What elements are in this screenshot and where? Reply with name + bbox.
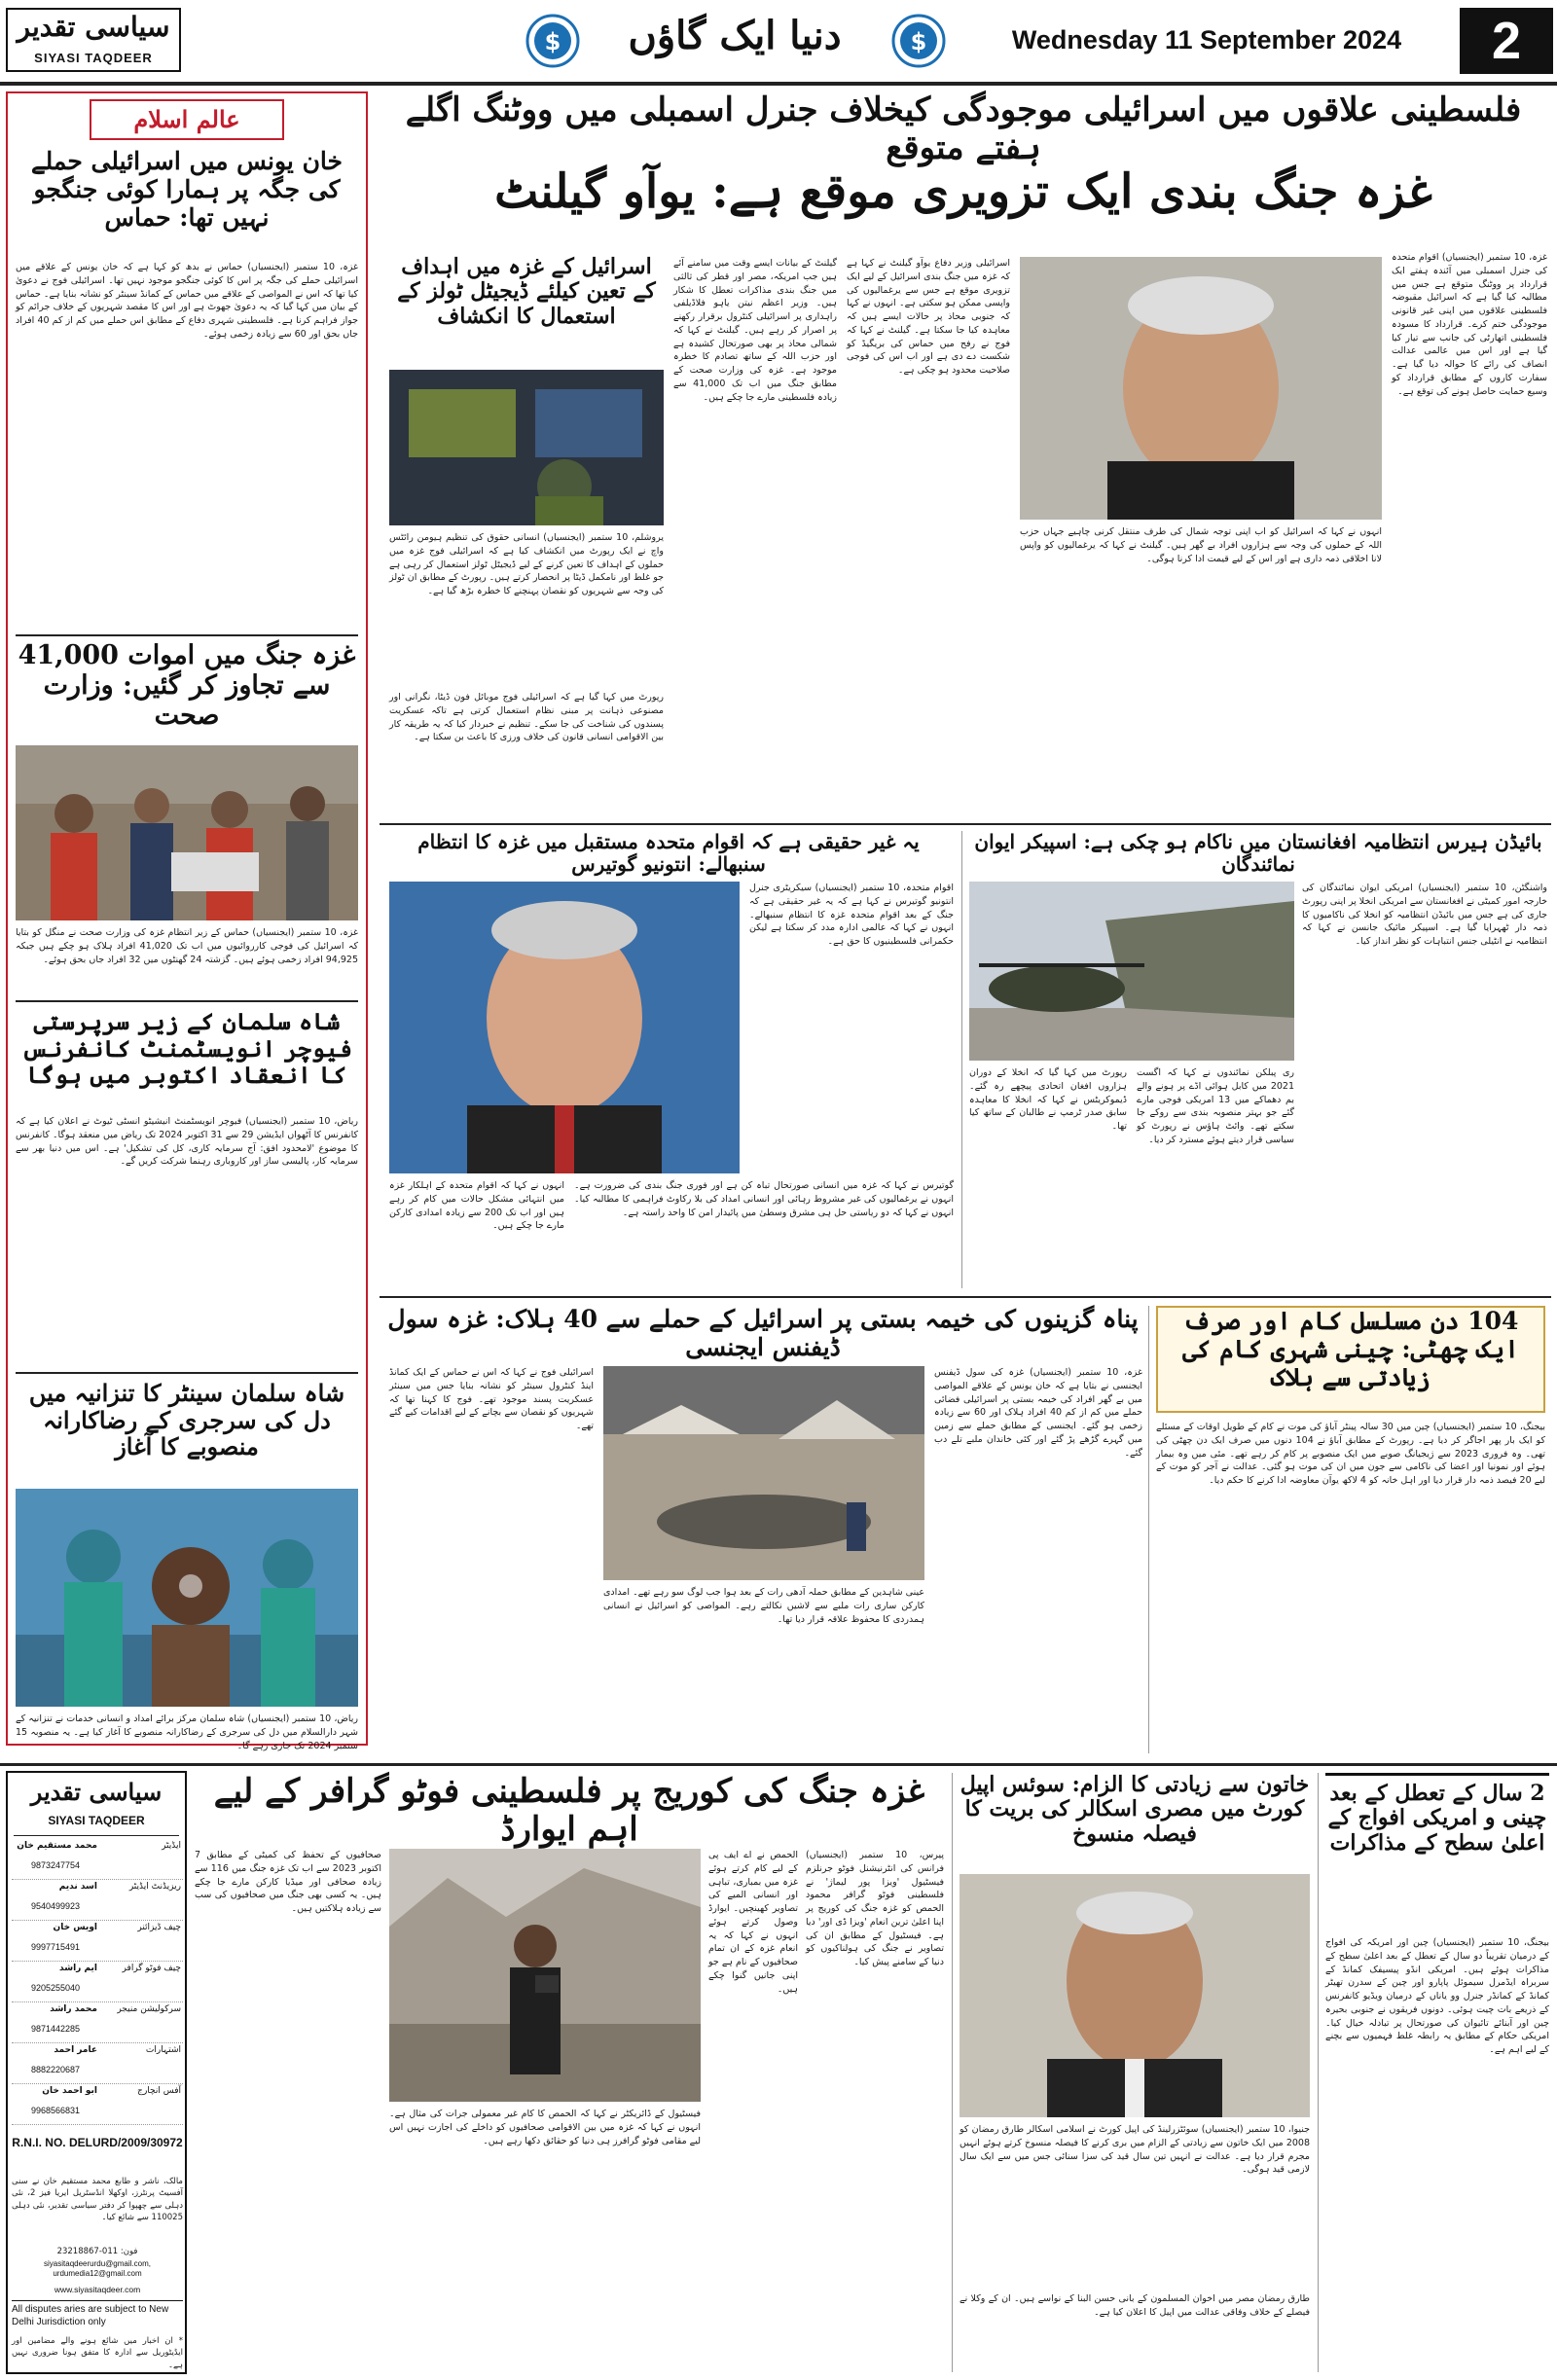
staff-role: آفس انچارج — [137, 2086, 181, 2096]
row3-left-headline: پناہ گزینوں کی خیمہ بستی پر اسرائیل کے حملے سے 40 ہلاک: غزہ سول ڈیفنس ایجنسی — [387, 1305, 1139, 1361]
bottom-right-a-body: طارق رمضان مصر میں اخوان المسلمون کے بانی حسن البنا کے نواسے ہیں۔ ان کے وکلا نے فیصلے کے خلاف وفاقی عدالت میں اپیل کا اعلان کیا ہے۔ — [960, 2293, 1310, 2318]
story-body: ریاض، 10 ستمبر (ایجنسیاں) فیوچر انویسٹمنٹ انیشیٹو انسٹی ٹیوٹ نے اعلان کیا ہے کہ کانفرنس کا آٹھواں ایڈیشن 29 سے 31 اکتوبر 2024 تک ریاض میں منعقد ہوگا۔ کانفرنس کا موضوع 'لامحدود افق: آج سرمایہ کاری، کل کی تشکیل' ہے۔ اس میں دنیا بھر سے سرمایہ کار، پالیسی ساز اور کاروباری رہنما شرکت کریں گے۔ — [16, 1116, 358, 1168]
staff-name: ایم راشد — [59, 1964, 97, 1973]
photo-tent-camp — [603, 1366, 924, 1580]
story-headline: شاہ سلمان کے زیر سرپرستی فیوچر انویسٹمنٹ کانفرنس کا انعقاد اکتوبر میں ہوگا — [20, 1007, 353, 1090]
staff-phone: 9873247754 — [30, 1860, 81, 1870]
story-body: غزہ، 10 ستمبر (ایجنسیاں) حماس نے بدھ کو کہا ہے کہ خان یونس کے علاقے میں اسرائیلی حملے کی جگہ پر اس کا کوئی جنگجو موجود نہیں تھا۔ اسرائیلی فوج نے دعویٰ کیا تھا کہ اس نے المواصی کے علاقے میں حماس کے کمانڈ سینٹر کو نشانہ بنایا ہے۔ حماس کے بیان میں کہا گیا کہ یہ دعویٰ جھوٹ ہے اور اس کا مقصد شہریوں کے خلاف جرائم کو جواز فراہم کرنا ہے۔ فلسطینی شہری دفاع کے مطابق اس حملے میں کم از کم 40 افراد جاں بحق اور 60 سے زیادہ زخمی ہوئے۔ — [16, 262, 358, 340]
column-divider — [961, 831, 962, 1288]
story-divider — [16, 634, 358, 636]
publisher-note: مالک، ناشر و طابع محمد مستقیم خان نے سنی آفسیٹ پرنٹرز، اوکھلا انڈسٹریل ایریا فیز 2، نئی دہلی سے چھپوا کر دفتر سیاسی تقدیر، نئی دہلی 110025 سے شائع کیا۔ — [12, 2177, 184, 2222]
staff-entry — [12, 1921, 183, 1962]
lead-sub-body: یروشلم، 10 ستمبر (ایجنسیاں) انسانی حقوق کی تنظیم ہیومن رائٹس واچ نے ایک رپورٹ میں انکشاف کیا ہے کہ اسرائیلی فوج غزہ میں حملوں کے اہداف کا تعین کرنے کے لیے ڈیجیٹل ٹولز استعمال کر رہی ہے جو غلط اور نامکمل ڈیٹا پر انحصار کرتے ہیں۔ رپورٹ کے مطابق ان ٹولز کی وجہ سے شہریوں کو نقصان پہنچنے کا خطرہ بڑھ گیا ہے۔ — [389, 532, 664, 597]
staff-name: عامر احمد — [54, 2045, 97, 2055]
story-headline: غزہ جنگ میں اموات 41,000 سے تجاوز کر گئیں: وزارت صحت — [18, 640, 356, 732]
bottom-center-body: صحافیوں کے تحفظ کی کمیٹی کے مطابق 7 اکتوبر 2023 سے اب تک غزہ جنگ میں 116 سے زیادہ صحافی اور میڈیا کارکن مارے جا چکے ہیں۔ یہ کسی بھی جنگ میں صحافیوں کی سب سے زیادہ ہلاکتیں ہیں۔ — [195, 1850, 381, 1915]
mid-right-body: واشنگٹن، 10 ستمبر (ایجنسیاں) امریکی ایوان نمائندگان کی خارجہ امور کمیٹی نے افغانستان سے امریکی انخلا پر اپنی رپورٹ جاری کی ہے جس میں بائیڈن انتظامیہ کو انخلا کی ناکامیوں کا ذمہ دار ٹھہرایا گیا ہے۔ اسپیکر مائیک جانسن نے کہا کہ انتظامیہ نے انٹیلی جنس انتباہات کو نظر انداز کیا۔ — [1302, 883, 1548, 948]
staff-role: ریزیڈنٹ ایڈیٹر — [128, 1882, 181, 1892]
rni-number: R.N.I. NO. DELURD/2009/30972 — [12, 2136, 183, 2149]
story-divider — [16, 1000, 358, 1002]
mid-right-body: ری پبلکن نمائندوں نے کہا کہ اگست 2021 میں کابل ہوائی اڈے پر ہونے والے بم دھماکے میں 13 امریکی فوجی مارے گئے جو بہتر منصوبہ بندی سے روکے جا سکتے تھے۔ وائٹ ہاؤس نے رپورٹ کو سیاسی قرار دیتے ہوئے مسترد کر دیا۔ — [1137, 1067, 1294, 1145]
masthead-box — [6, 1771, 187, 2374]
column-divider — [952, 1773, 953, 2372]
section-divider — [380, 823, 1551, 825]
staff-role: ایڈیٹر — [162, 1841, 181, 1851]
staff-entry — [12, 2002, 183, 2043]
svg-text:$: $ — [910, 28, 927, 55]
staff-entry — [12, 2084, 183, 2125]
photo-caption: غزہ، 10 ستمبر (ایجنسیاں) حماس کے زیر انتظام غزہ کی وزارت صحت نے منگل کو بتایا کہ اسرائیل کی فوجی کارروائیوں میں اب تک 41,020 افراد ہلاک ہو چکے ہیں جبکہ 94,925 افراد زخمی ہوئے ہیں۔ گزشتہ 24 گھنٹوں میں 32 افراد جاں بحق ہوئے۔ — [16, 927, 358, 965]
staff-phone: 9871442285 — [30, 2024, 81, 2034]
row3-right-headline: 104 دن مسلسل کام اور صرف ایک چھٹی: چینی شہری کام کی زیادتی سے ہلاک — [1156, 1306, 1545, 1413]
staff-entry — [12, 2043, 183, 2084]
page-number: 2 — [1460, 8, 1553, 74]
section-label: عالم اسلام — [90, 99, 284, 140]
photo-helicopter — [969, 882, 1294, 1061]
masthead-logo-urdu: سیاسی تقدیر — [30, 1778, 163, 1806]
photo-tariq-ramadan — [960, 1874, 1310, 2117]
staff-phone: 9997715491 — [30, 1942, 81, 1952]
svg-text:$: $ — [544, 28, 561, 55]
section-divider — [380, 1296, 1551, 1298]
staff-entry — [12, 1962, 183, 2002]
bottom-right-a-body: جنیوا، 10 ستمبر (ایجنسیاں) سوئٹزرلینڈ کی اپیل کورٹ نے اسلامی اسکالر طارق رمضان کو 2008 میں ایک خاتون سے زیادتی کے الزام میں بری کرنے کا فیصلہ منسوخ کرتے ہوئے انہیں مجرم قرار دیا ہے۔ عدالت نے انہیں تین سال قید کی سزا سنائی جس میں سے ایک سال لازمی قید ہوگی۔ — [960, 2124, 1310, 2176]
staff-name: محمد راشد — [50, 2004, 97, 2014]
photo-palestinian-photographer — [389, 1849, 701, 2102]
brand-logo — [6, 8, 181, 72]
staff-name: اسد ندیم — [58, 1882, 97, 1892]
story-headline: شاہ سلمان سینٹر کا تنزانیہ میں دل کی سرجری کے رضاکارانہ منصوبے کا آغاز — [28, 1379, 345, 1461]
masthead-logo-english: SIYASI TAQDEER — [48, 1814, 145, 1827]
row3-left-body: اسرائیلی فوج نے کہا کہ اس نے حماس کے ایک کمانڈ اینڈ کنٹرول سینٹر کو نشانہ بنایا جس میں سینئر عسکریت پسند موجود تھے۔ فوج کا کہنا تھا کہ شہریوں کو نقصان سے بچانے کے لیے اقدامات کیے گئے تھے۔ — [389, 1367, 594, 1432]
bottom-right-b-body: بیجنگ، 10 ستمبر (ایجنسیاں) چین اور امریکہ کی افواج کے درمیان تقریباً دو سال کے تعطل کے بعد اعلیٰ سطح کے مذاکرات ہوئے ہیں۔ امریکی انڈو پیسیفک کمانڈ کے سربراہ ایڈمرل سیموئل پاپارو اور چین کے سدرن تھیٹر کمانڈ کے کمانڈر جنرل وو یاناں کے درمیان ویڈیو کانفرنس کے ذریعے بات چیت ہوئی۔ دونوں فریقوں نے جنوبی بحیرہ چین اور آبنائے تائیوان کی صورتحال پر تبادلہ خیال کیا۔ امریکی حکام کے مطابق یہ رابطہ غلط فہمیوں سے بچنے کے لیے اہم ہے۔ — [1325, 1937, 1549, 2056]
staff-entry — [12, 1880, 183, 1921]
lead-sub-body: رپورٹ میں کہا گیا ہے کہ اسرائیلی فوج موبائل فون ڈیٹا، نگرانی اور مصنوعی ذہانت پر مبنی نظام استعمال کرتی ہے تاکہ عسکریت پسندوں کی شناخت کی جا سکے۔ تنظیم نے خبردار کیا کہ یہ طریقہ کار بین الاقوامی انسانی قانون کی خلاف ورزی کا باعث بن سکتا ہے۔ — [389, 692, 664, 743]
photo-heart-surgery — [16, 1489, 358, 1707]
bottom-center-headline: غزہ جنگ کی کوریج پر فلسطینی فوٹو گرافر کے لیے اہم ایوارڈ — [213, 1772, 925, 1850]
jurisdiction-note: All disputes aries are subject to New Delhi Jurisdiction only — [12, 2300, 183, 2331]
masthead-rule — [14, 1835, 179, 1836]
lead-body-col1: غزہ، 10 ستمبر (ایجنسیاں) اقوام متحدہ کی جنرل اسمبلی میں آئندہ ہفتے ایک قرارداد پر ووٹنگ متوقع ہے جس میں مطالبہ کیا گیا ہے کہ اسرائیل مقبوضہ فلسطینی علاقوں میں اپنی غیر قانونی موجودگی ختم کرے۔ قرارداد کا مسودہ فلسطینی اتھارٹی کی جانب سے تیار کیا گیا ہے اور اس میں عالمی عدالت انصاف کی رائے کا حوالہ دیا گیا ہے۔ سفارت کاروں کے مطابق قرارداد کو وسیع حمایت حاصل ہونے کی توقع ہے۔ — [1392, 252, 1547, 397]
staff-name: اویس خان — [53, 1923, 97, 1932]
bottom-right-b-headline: 2 سال کے تعطل کے بعد چینی و امریکی افواج کے اعلیٰ سطح کے مذاکرات — [1325, 1773, 1549, 1929]
mid-left-headline: یہ غیر حقیقی ہے کہ اقوام متحدہ مستقبل میں غزہ کا انتظام سنبھالے: انتونیو گوتیرس — [417, 830, 920, 876]
staff-role: چیف فوٹو گرافر — [122, 1964, 181, 1973]
photo-caption: ریاض، 10 ستمبر (ایجنسیاں) شاہ سلمان مرکز برائے امداد و انسانی خدمات نے تنزانیہ کے شہر دارالسلام میں دل کی سرجری کے رضاکارانہ منصوبے کا آغاز کیا ہے۔ یہ منصوبہ 15 ستمبر 2024 تک جاری رہے گا۔ — [16, 1713, 358, 1751]
photo-yoav-gallant — [1020, 257, 1382, 520]
section-title: دنیا ایک گاؤں — [628, 13, 842, 58]
left-column — [6, 91, 368, 1751]
staff-role: چیف ڈیزائنر — [137, 1923, 181, 1932]
contact-website[interactable]: www.siyasitaqdeer.com — [54, 2285, 141, 2294]
issue-date: Wednesday 11 September 2024 — [1011, 25, 1402, 54]
bottom-center-body: پیرس، 10 ستمبر (ایجنسیاں) فرانس کی انٹرنیشنل فوٹو جرنلزم فیسٹیول 'ویزا پور لیماژ' نے فلسطینی فوٹو گرافر محمود الحمص کو غزہ جنگ کی کوریج پر اپنا اعلیٰ ترین انعام 'ویزا ڈی اور' دیا ہے۔ فیسٹیول کے مطابق ان کی تصاویر نے جنگ کی ہولناکیوں کو دنیا کے سامنے پیش کیا۔ — [806, 1850, 945, 1968]
photo-gaza-casualties — [16, 745, 358, 920]
header-rule — [0, 82, 1557, 86]
staff-name: محمد مستقیم خان — [17, 1841, 97, 1851]
brand-logo-urdu: سیاسی تقدیر — [17, 11, 170, 43]
contact-emails[interactable]: siyasitaqdeerurdu@gmail.com, urdumedia12@gmail.com — [44, 2259, 151, 2279]
lead-headline: غزہ جنگ بندی ایک تزویری موقع ہے: یوآو گیلنٹ — [494, 164, 1432, 219]
staff-phone: 8882220687 — [30, 2065, 81, 2074]
page-header — [0, 0, 1557, 82]
section-logo-right — [891, 14, 946, 68]
mid-right-body: رپورٹ میں کہا گیا کہ انخلا کے دوران ہزاروں افغان اتحادی پیچھے رہ گئے۔ ڈیموکریٹس نے کہا کہ انخلا کا معاہدہ سابق صدر ٹرمپ نے طالبان کے ساتھ کیا تھا۔ — [969, 1067, 1127, 1133]
mid-right-headline: بائیڈن ہیرس انتظامیہ افغانستان میں ناکام ہو چکی ہے: اسپیکر ایوان نمائندگان — [974, 830, 1542, 876]
mid-left-body: گوتیرس نے کہا کہ غزہ میں انسانی صورتحال تباہ کن ہے اور فوری جنگ بندی کی ضرورت ہے۔ انہوں نے یرغمالیوں کی غیر مشروط رہائی اور انسانی امداد کی بلا رکاوٹ فراہمی کا مطالبہ کیا۔ انہوں نے کہا کہ دو ریاستی حل ہی مشرق وسطیٰ میں پائیدار امن کا واحد راستہ ہے۔ — [574, 1180, 954, 1218]
staff-phone: 9540499923 — [30, 1901, 81, 1911]
disclaimer-note: * ان اخبار میں شائع ہونے والے مضامین اور ایڈیٹوریل سے ادارہ کا متفق ہونا ضروری نہیں ہے۔ — [12, 2336, 183, 2370]
lead-body-col3: گیلنٹ کے بیانات ایسے وقت میں سامنے آئے ہیں جب امریکہ، مصر اور قطر کی ثالثی میں جنگ بندی مذاکرات تعطل کا شکار ہیں۔ وزیر اعظم نیتن یاہو فلاڈیلفی راہداری پر اسرائیلی کنٹرول برقرار رکھنے پر اصرار کر رہے ہیں۔ گیلنٹ نے کہا کہ شمالی محاذ پر بھی صورتحال کشیدہ ہے اور حزب اللہ کے ساتھ تصادم کا خطرہ موجود ہے۔ غزہ کی وزارت صحت کے مطابق جنگ میں اب تک 41,000 سے زیادہ فلسطینی مارے جا چکے ہیں۔ — [673, 258, 838, 403]
column-divider — [1318, 1773, 1319, 2372]
contact-phone: فون: 011-23218867 — [56, 2247, 138, 2256]
bottom-center-body: فیسٹیول کے ڈائریکٹر نے کہا کہ الحمص کا کام غیر معمولی جرات کی مثال ہے۔ انہوں نے کہا کہ غزہ میں بین الاقوامی صحافیوں کو داخلے کی اجازت نہیں اس لیے مقامی فوٹو گرافرز ہی دنیا کو حقائق دکھا رہے ہیں۔ — [389, 2109, 701, 2146]
photo-digital-tools — [389, 370, 664, 525]
story-headline: خان یونس میں اسرائیلی حملے کی جگہ پر ہمارا کوئی جنگجو نہیں تھا: حماس — [31, 147, 343, 232]
staff-role: اشتہارات — [145, 2045, 181, 2055]
masthead-staff-list — [12, 1839, 183, 2131]
lead-body-col2: اسرائیلی وزیر دفاع یوآو گیلنٹ نے کہا ہے کہ غزہ میں جنگ بندی اسرائیل کے لیے ایک تزویری موقع ہے جس سے یرغمالیوں کی واپسی ممکن ہو سکتی ہے۔ انہوں نے کہا کہ جنوبی محاذ پر حالات ایسے ہیں کہ معاہدہ کیا جا سکتا ہے۔ گیلنٹ نے کہا کہ فوج نے رفح میں حماس کی بریگیڈ کو شکست دے دی ہے اور اب اس کی فوجی صلاحیت محدود ہو چکی ہے۔ — [847, 258, 1010, 377]
row3-left-body: غزہ، 10 ستمبر (ایجنسیاں) غزہ کی سول ڈیفنس ایجنسی نے بتایا ہے کہ خان یونس کے علاقے المواصی میں بے گھر افراد کی خیمہ بستی پر اسرائیلی فضائی حملے میں کم از کم 40 افراد ہلاک اور 60 سے زیادہ زخمی ہو گئے۔ ایجنسی کے مطابق حملے سے زمین میں گہرے گڑھے پڑ گئے اور کئی خاندان ملبے تلے دب گئے۔ — [934, 1367, 1142, 1459]
row3-right-body: بیجنگ، 10 ستمبر (ایجنسیاں) چین میں 30 سالہ پینٹر آباؤ کی موت نے کام کے طویل اوقات کے مسئلے کو ایک بار پھر اجاگر کر دیا ہے۔ رپورٹ کے مطابق آباؤ نے 104 دنوں میں صرف ایک دن چھٹی کی تھی۔ وہ فروری 2023 سے ژیجیانگ صوبے میں ایک منصوبے پر کام کر رہے تھے۔ مئی میں وہ بیمار ہوئے اور نمونیا اور اعضا کی ناکامی سے جون میں ان کی موت ہو گئی۔ عدالت نے آجر کو موت کے لیے 20 فیصد ذمہ دار قرار دیا اور اہل خانہ کو 4 لاکھ یوآن معاوضہ ادا کرنے کا حکم دیا۔ — [1156, 1422, 1546, 1487]
lead-kicker: فلسطینی علاقوں میں اسرائیلی موجودگی کیخلاف جنرل اسمبلی میں ووٹنگ اگلے ہفتے متوقع — [405, 90, 1522, 168]
story-divider — [16, 1372, 358, 1374]
mid-left-body: اقوام متحدہ، 10 ستمبر (ایجنسیاں) سیکریٹری جنرل انتونیو گوتیرس نے کہا ہے کہ یہ غیر حقیقی ہے کہ جنگ کے بعد اقوام متحدہ غزہ کا انتظام سنبھالے۔ انہوں نے کہا کہ عالمی ادارہ مدد کر سکتا ہے لیکن حکمرانی فلسطینیوں کا حق ہے۔ — [749, 883, 954, 948]
staff-phone: 9205255040 — [30, 1983, 81, 1993]
lead-sub-headline: اسرائیل کے غزہ میں اہداف کے تعین کیلئے ڈیجیٹل ٹولز کے استعمال کا انکشاف — [397, 254, 656, 329]
column-divider — [1148, 1306, 1149, 1753]
staff-name: ابو احمد خان — [42, 2086, 97, 2096]
section-divider — [0, 1763, 1557, 1766]
staff-role: سرکولیشن منیجر — [117, 2004, 181, 2014]
bottom-center-body: الحمص نے اے ایف پی کے لیے کام کرتے ہوئے غزہ میں بمباری، تباہی اور انسانی المیے کی تصاویر کھینچیں۔ ایوارڈ وصول کرتے ہوئے انہوں نے کہا کہ یہ انعام غزہ کے ان تمام صحافیوں کے نام ہے جو اپنی جانیں گنوا چکے ہیں۔ — [708, 1850, 798, 1995]
row3-left-body: عینی شاہدین کے مطابق حملہ آدھی رات کے بعد ہوا جب لوگ سو رہے تھے۔ امدادی کارکن ساری رات ملبے سے لاشیں نکالتے رہے۔ المواصی کو اسرائیل نے انسانی ہمدردی کا محفوظ علاقہ قرار دیا تھا۔ — [603, 1587, 924, 1625]
staff-entry — [12, 1839, 183, 1880]
mid-left-body: انہوں نے کہا کہ اقوام متحدہ کے اہلکار غزہ میں انتہائی مشکل حالات میں کام کر رہے ہیں اور اب تک 200 سے زیادہ امدادی کارکن مارے جا چکے ہیں۔ — [389, 1180, 564, 1232]
photo-antonio-guterres — [389, 882, 740, 1173]
bottom-right-a-headline: خاتون سے زیادتی کا الزام: سوئس اپیل کورٹ میں مصری اسکالر کی بریت کا فیصلہ منسوخ — [960, 1772, 1310, 1847]
brand-logo-english: SIYASI TAQDEER — [34, 51, 153, 65]
lead-body-col4: انہوں نے کہا کہ اسرائیل کو اب اپنی توجہ شمال کی طرف منتقل کرنی چاہیے جہاں حزب اللہ کے حملوں کی وجہ سے ہزاروں افراد بے گھر ہیں۔ گیلنٹ نے کہا کہ یرغمالیوں کو واپس لانا اخلاقی ذمہ داری ہے اور اس کے لیے قیمت ادا کرنا ہوگی۔ — [1020, 526, 1382, 564]
staff-phone: 9968566831 — [30, 2106, 81, 2115]
section-logo-left — [525, 14, 580, 68]
